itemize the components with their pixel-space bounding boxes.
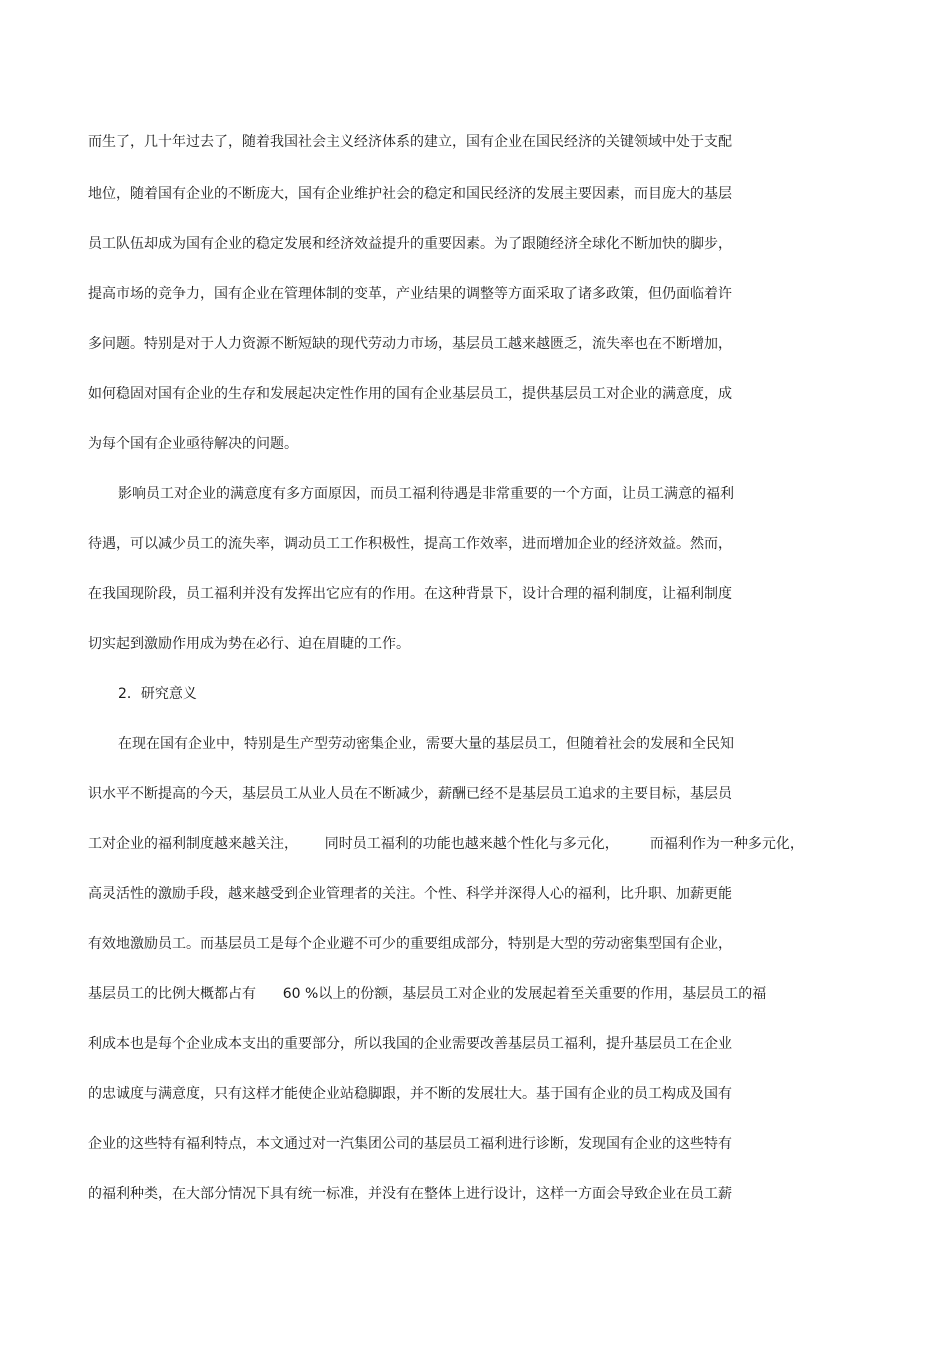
paragraph-3-line-1: 在现在国有企业中，特别是生产型劳动密集企业，需要大量的基层员工，但随着社会的发展和全民知 [118,736,734,752]
section-heading: 2．研究意义 [118,686,197,702]
paragraph-3-line-2: 识水平不断提高的今天，基层员工从业人员在不断减少，薪酬已经不是基层员工追求的主要目标，基层员 [88,786,732,802]
paragraph-3-line-4: 高灵活性的激励手段，越来越受到企业管理者的关注。个性、科学并深得人心的福利，比升职、加薪更能 [88,886,732,902]
paragraph-3-line-8: 的忠诚度与满意度，只有这样才能使企业站稳脚跟，并不断的发展壮大。基于国有企业的员工构成及国有 [88,1086,732,1102]
paragraph-1-line-7: 为每个国有企业亟待解决的问题。 [88,436,298,452]
paragraph-1-line-6: 如何稳固对国有企业的生存和发展起决定性作用的国有企业基层员工，提供基层员工对企业的满意度，成 [88,386,732,402]
paragraph-1-line-5: 多问题。特别是对于人力资源不断短缺的现代劳动力市场，基层员工越来越匮乏，流失率也在不断增加， [88,336,732,352]
paragraph-2-line-2: 待遇，可以减少员工的流失率，调动员工工作积极性，提高工作效率，进而增加企业的经济效益。然而， [88,536,732,552]
paragraph-1-line-4: 提高市场的竞争力，国有企业在管理体制的变革，产业结果的调整等方面采取了诸多政策，但仍面临着许 [88,286,732,302]
paragraph-3-line-10: 的福利种类，在大部分情况下具有统一标准，并没有在整体上进行设计，这样一方面会导致企业在员工薪 [88,1186,732,1202]
paragraph-3-line-3: 工对企业的福利制度越来越关注， 同时员工福利的功能也越来越个性化与多元化， 而福利作为一种多元化， [88,836,804,852]
paragraph-3-line-5: 有效地激励员工。而基层员工是每个企业避不可少的重要组成部分，特别是大型的劳动密集型国有企业， [88,936,732,952]
paragraph-2-line-4: 切实起到激励作用成为势在必行、迫在眉睫的工作。 [88,636,410,652]
paragraph-1-line-1: 而生了，几十年过去了，随着我国社会主义经济体系的建立，国有企业在国民经济的关键领域中处于支配 [88,134,732,150]
paragraph-2-line-1: 影响员工对企业的满意度有多方面原因，而员工福利待遇是非常重要的一个方面，让员工满意的福利 [118,486,734,502]
paragraph-1-line-3: 员工队伍却成为国有企业的稳定发展和经济效益提升的重要因素。为了跟随经济全球化不断加快的脚步， [88,236,732,252]
paragraph-1-line-2: 地位，随着国有企业的不断庞大，国有企业维护社会的稳定和国民经济的发展主要因素，而目庞大的基层 [88,186,732,202]
paragraph-3-line-9: 企业的这些特有福利特点，本文通过对一汽集团公司的基层员工福利进行诊断，发现国有企业的这些特有 [88,1136,732,1152]
paragraph-3-line-7: 利成本也是每个企业成本支出的重要部分，所以我国的企业需要改善基层员工福利，提升基层员工在企业 [88,1036,732,1052]
paragraph-3-line-6: 基层员工的比例大概都占有 60 %以上的份额，基层员工对企业的发展起着至关重要的作用，基层员工的福 [88,986,767,1002]
paragraph-2-line-3: 在我国现阶段，员工福利并没有发挥出它应有的作用。在这种背景下，设计合理的福利制度，让福利制度 [88,586,732,602]
